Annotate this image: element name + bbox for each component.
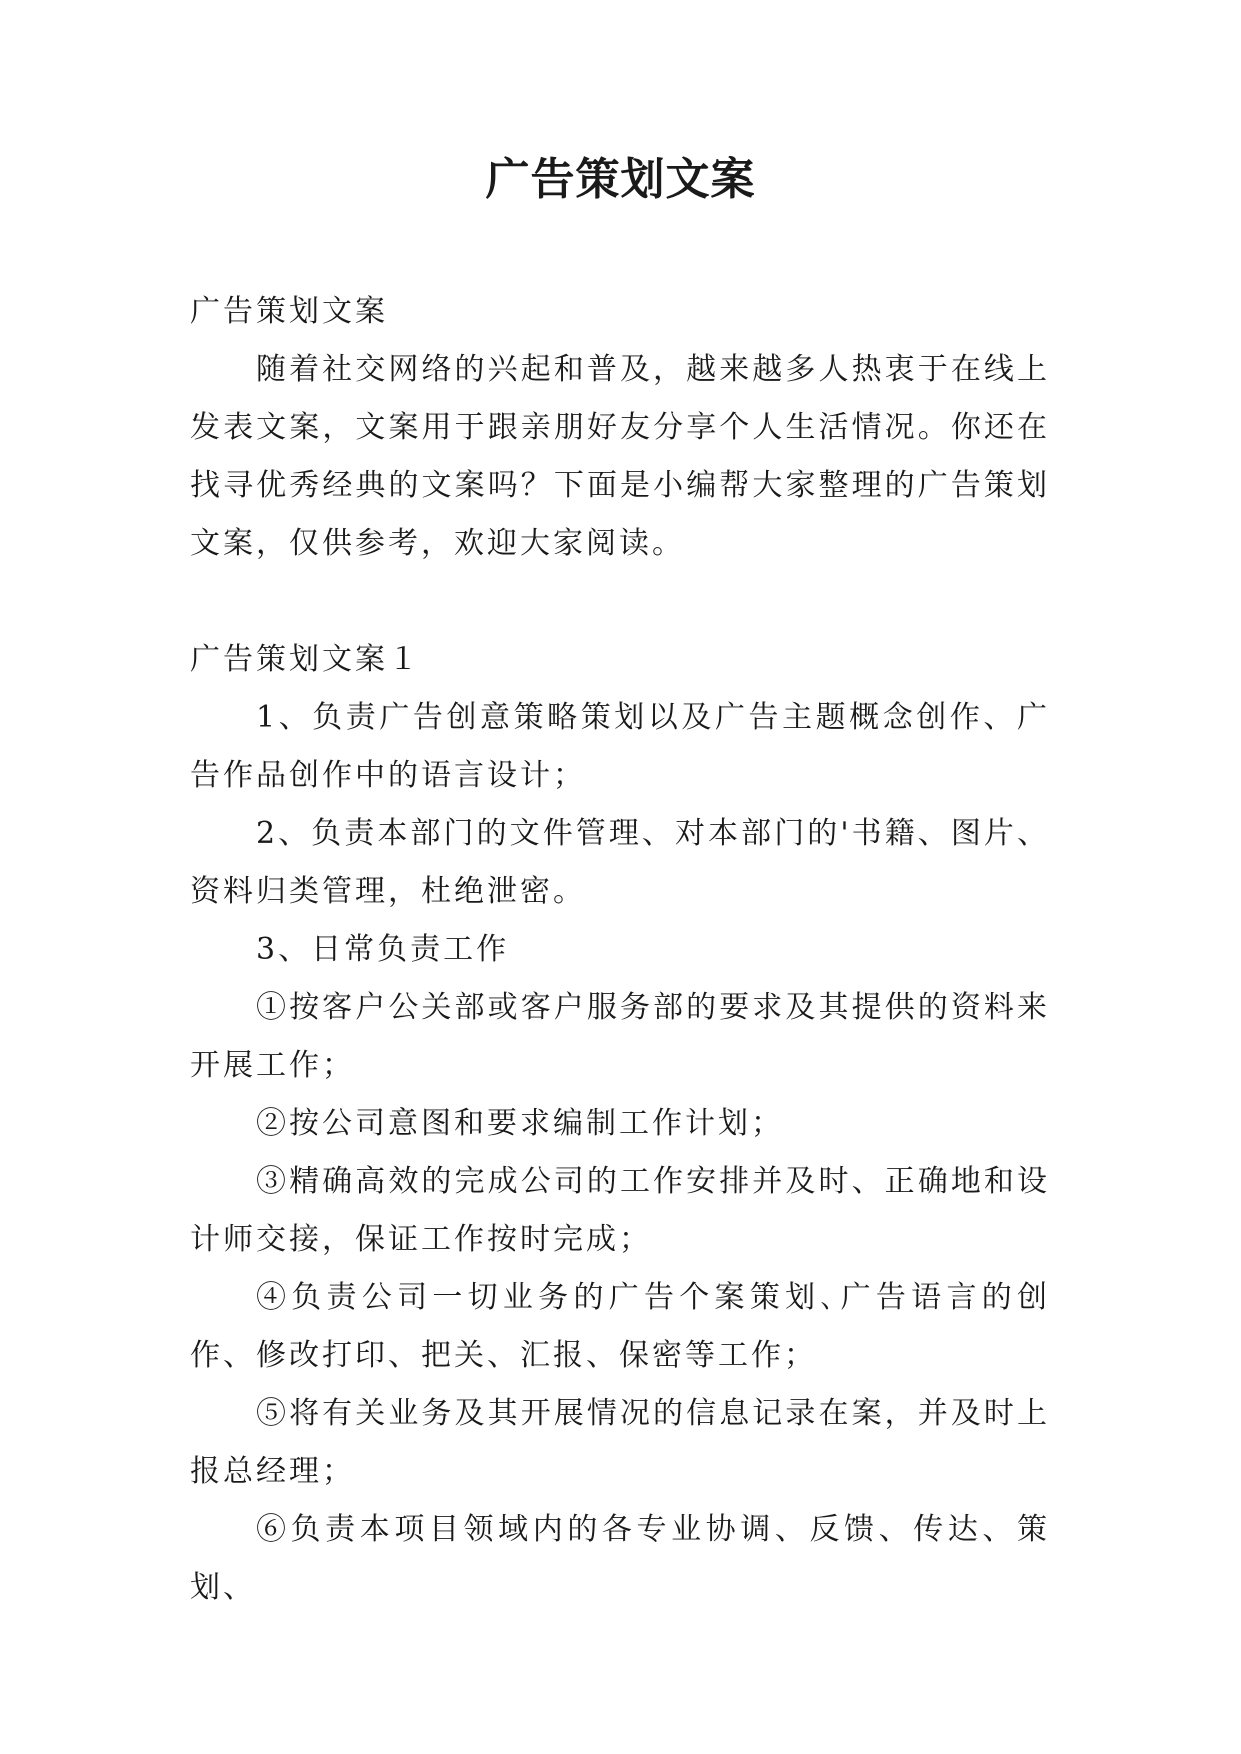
- list-item: 2、负责本部门的文件管理、对本部门的'书籍、图片、资料归类管理，杜绝泄密。: [190, 816, 1050, 909]
- intro-heading: 广告策划文案: [190, 294, 388, 329]
- list-item: ②按公司意图和要求编制工作计划；: [256, 1106, 784, 1141]
- list-item: ⑤将有关业务及其开展情况的信息记录在案，并及时上报总经理；: [190, 1396, 1050, 1489]
- intro-paragraph: 随着社交网络的兴起和普及，越来越多人热衷于在线上发表文案，文案用于跟亲朋好友分享个人生活情况。你还在找寻优秀经典的文案吗？下面是小编帮大家整理的广告策划文案，仅供参考，欢迎大家阅读。: [190, 352, 1050, 561]
- list-item: 1、负责广告创意策略策划以及广告主题概念创作、广告作品创作中的语言设计；: [190, 700, 1050, 793]
- section-heading: 广告策划文案１: [190, 642, 421, 677]
- list-item: ⑥负责本项目领域内的各专业协调、反馈、传达、策划、: [190, 1512, 1050, 1605]
- list-item: 3、日常负责工作: [256, 932, 510, 967]
- section-spacer: [190, 573, 1050, 631]
- document-title: 广告策划文案: [485, 154, 756, 205]
- list-item: ①按客户公关部或客户服务部的要求及其提供的资料来开展工作；: [190, 990, 1050, 1083]
- list-item: ④负责公司一切业务的广告个案策划､广告语言的创作、修改打印、把关、汇报、保密等工作；: [190, 1280, 1050, 1373]
- document-body: [190, 283, 1050, 1617]
- list-item: ③精确高效的完成公司的工作安排并及时、正确地和设计师交接，保证工作按时完成；: [190, 1164, 1050, 1257]
